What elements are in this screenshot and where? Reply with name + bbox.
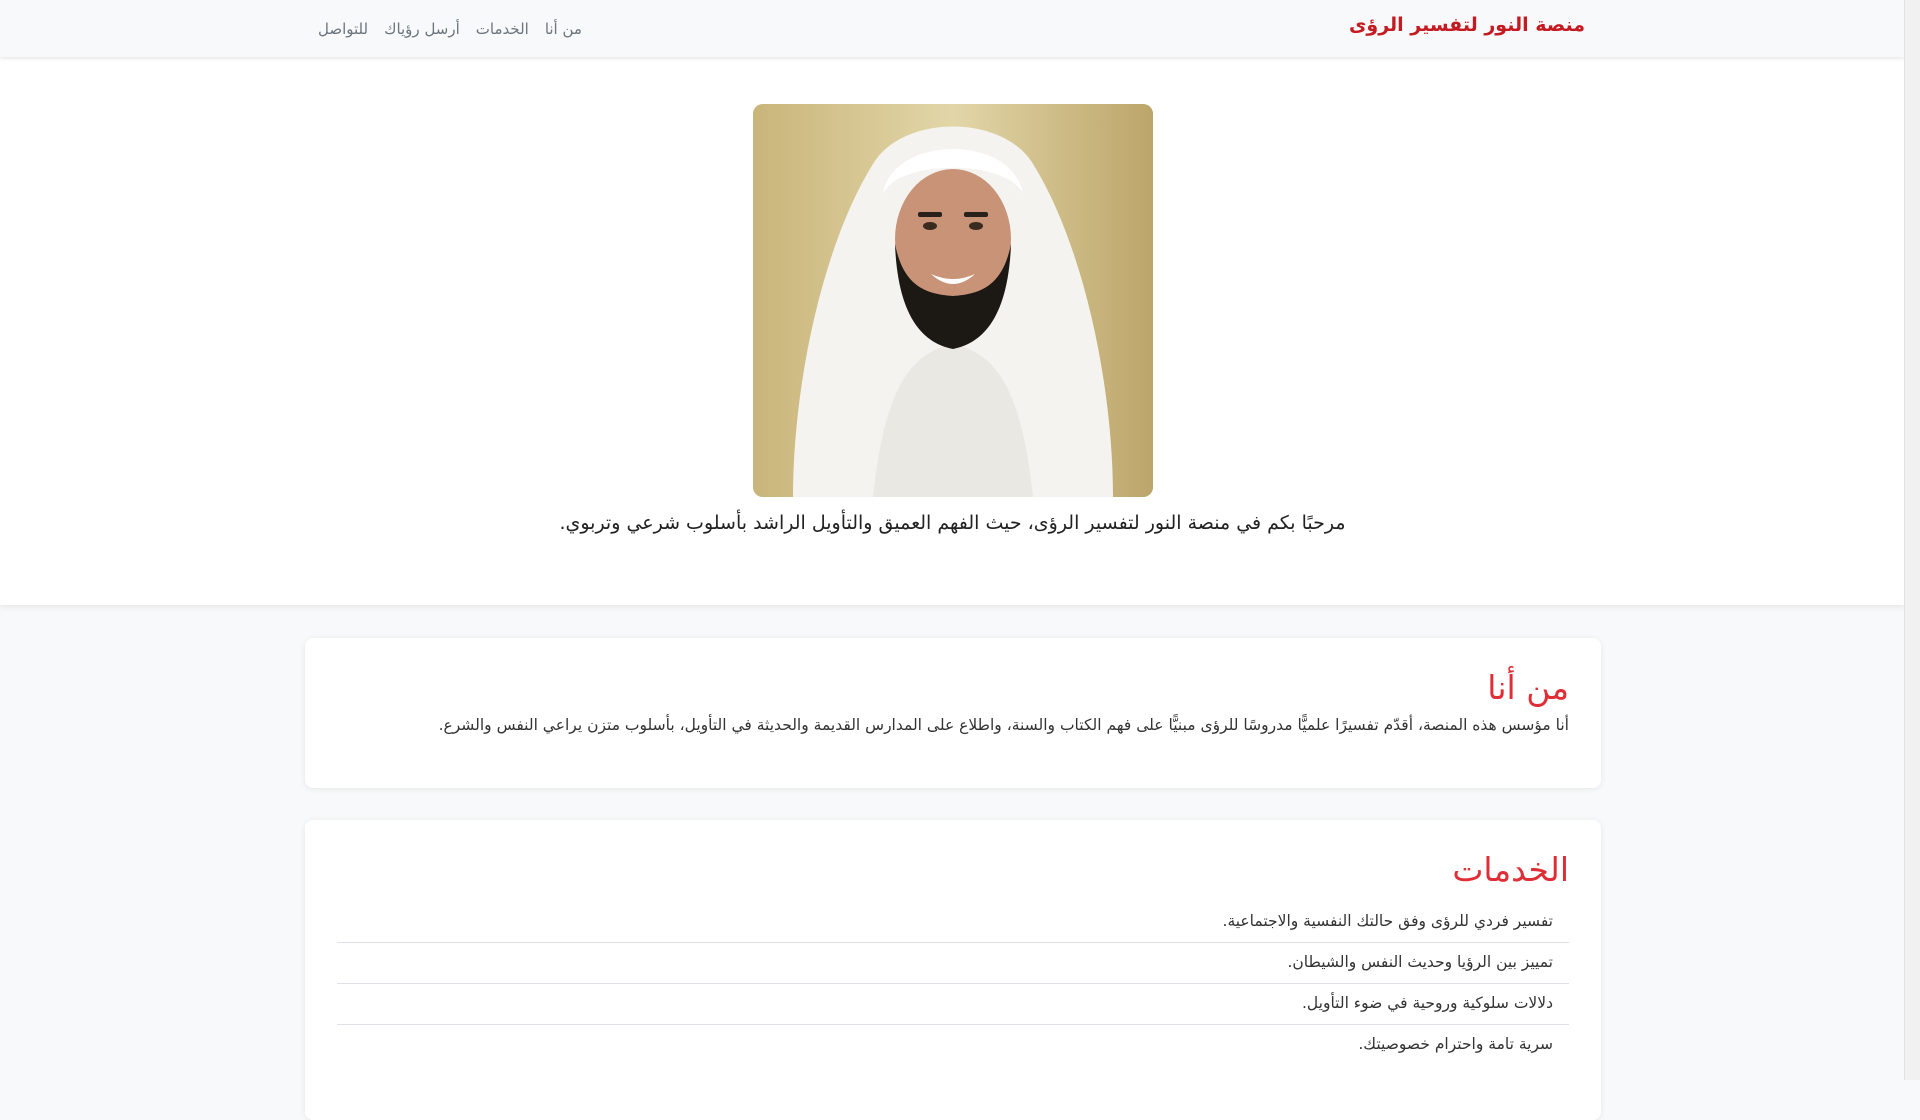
welcome-text: مرحبًا بكم في منصة النور لتفسير الرؤى، حيث الفهم العميق والتأويل الراشد بأسلوب شرعي وتربوي. <box>559 512 1346 534</box>
about-title: من أنا <box>1487 668 1569 707</box>
scrollbar[interactable] <box>1904 0 1920 1080</box>
list-item: دلالات سلوكية وروحية في ضوء التأويل. <box>337 984 1569 1025</box>
navbar <box>0 0 1905 57</box>
nav-link-contact[interactable]: للتواصل <box>318 19 369 38</box>
services-card <box>305 820 1601 1120</box>
hero-section <box>0 57 1905 605</box>
about-card <box>305 638 1601 788</box>
about-text: أنا مؤسس هذه المنصة، أقدّم تفسيرًا علميًّا مدروسًا للرؤى مبنيًّا على فهم الكتاب والسنة، واطلاع على المدارس القديمة والحديثة في التأويل، بأسلوب متزن يراعي النفس والشرع. <box>438 716 1569 734</box>
list-item: سرية تامة واحترام خصوصيتك. <box>1358 1035 1553 1053</box>
list-item: تفسير فردي للرؤى وفق حالتك النفسية والاجتماعية. <box>337 902 1569 943</box>
brand-logo[interactable]: منصة النور لتفسير الرؤى <box>1348 14 1585 36</box>
nav-link-services[interactable]: الخدمات <box>475 19 529 38</box>
services-title: الخدمات <box>1452 850 1569 889</box>
nav-links <box>310 0 590 57</box>
portrait-illustration <box>753 104 1153 497</box>
nav-link-send-dream[interactable]: أرسل رؤياك <box>384 19 460 38</box>
nav-link-about[interactable]: من أنا <box>544 19 582 38</box>
services-list <box>337 902 1569 1065</box>
profile-photo <box>753 104 1153 497</box>
list-item: تمييز بين الرؤيا وحديث النفس والشيطان. <box>337 943 1569 984</box>
